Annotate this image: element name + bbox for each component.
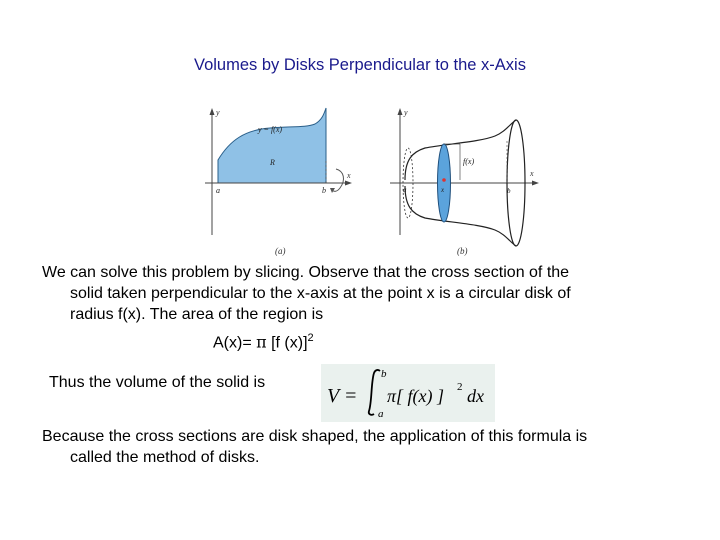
caption-b: (b) [457, 246, 468, 256]
figure [190, 100, 550, 260]
a-label-a: a [216, 186, 220, 195]
x-point-label: x [441, 186, 445, 194]
volume-lhs: V = [327, 385, 358, 407]
volume-formula-svg [321, 364, 495, 422]
paragraph2-line2: called the method of disks. [70, 449, 260, 466]
integrand-exp: 2 [457, 381, 463, 393]
paragraph-method-of-disks [42, 426, 692, 468]
b-label-b: b [507, 187, 511, 195]
a-label-b: a [403, 186, 407, 194]
region-r [218, 108, 326, 183]
volume-intro: Thus the volume of the solid is [49, 374, 266, 391]
radius-label: f(x) [463, 157, 475, 166]
paragraph1-line2: solid taken perpendicular to the x-axis at the point x is a circular disk of [70, 285, 571, 302]
paragraph2-line1: Because the cross sections are disk shaped, the application of this formula is [42, 428, 588, 445]
rotation-arrow-icon [332, 169, 343, 191]
area-exp: 2 [307, 332, 314, 344]
caption-a: (a) [275, 246, 286, 256]
area-formula [213, 332, 314, 352]
y-axis-b-arrow-icon [398, 108, 403, 115]
solid-outline-bottom [405, 186, 516, 246]
differential: dx [467, 386, 484, 406]
x-label-a: x [347, 171, 351, 180]
panel-a [205, 108, 352, 256]
rotation-arrowhead-icon [330, 188, 335, 193]
figure-svg [190, 100, 550, 260]
solid-outline-top [405, 120, 516, 180]
lower-limit: a [378, 408, 384, 420]
volume-formula [321, 364, 495, 422]
panel-b [390, 108, 539, 256]
integrand: π[ f(x) ] [387, 386, 445, 406]
x-axis-arrow-icon [345, 181, 352, 186]
region-label: R [270, 158, 275, 167]
b-label-a: b [322, 186, 326, 195]
slide-title: Volumes by Disks Perpendicular to the x-Axis [194, 56, 526, 74]
disk-slice [438, 144, 451, 222]
area-body: [f (x)] [271, 334, 308, 352]
x-axis-b-arrow-icon [532, 181, 539, 186]
paragraph1-line1: We can solve this problem by slicing. Observe that the cross section of the [42, 264, 570, 281]
paragraph-slicing [42, 262, 682, 325]
upper-limit: b [381, 368, 387, 380]
pi-symbol: π [256, 332, 267, 352]
disk-center-point [442, 178, 446, 182]
x-axis-label-b: x [530, 169, 534, 178]
area-lhs: A(x)= [213, 334, 252, 352]
y-label-a: y [216, 108, 220, 117]
y-axis-arrow-icon [210, 108, 215, 115]
curve-label: y = f(x) [258, 125, 283, 134]
paragraph1-line3: radius f(x). The area of the region is [70, 306, 324, 323]
y-label-b: y [404, 108, 408, 117]
